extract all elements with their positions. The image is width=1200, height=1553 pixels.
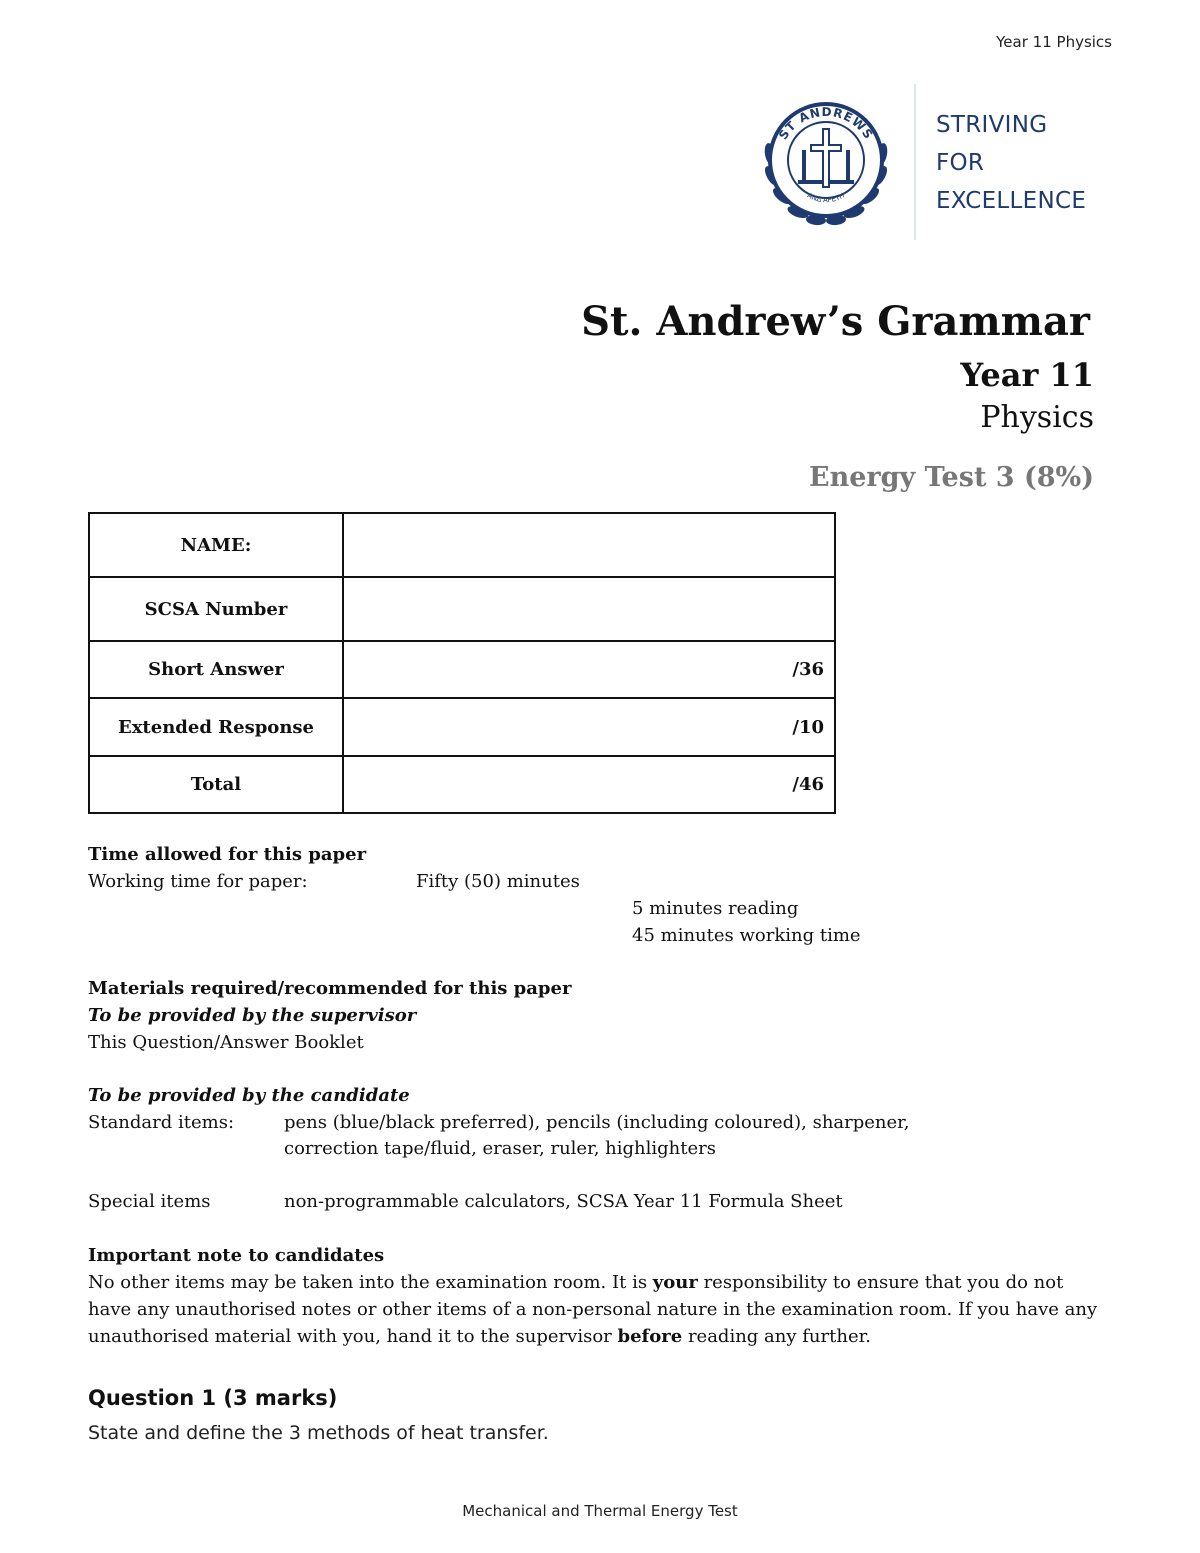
motto-line: STRIVING [936,112,1048,138]
student-info-table [88,512,836,814]
note-body [88,1269,1108,1350]
working-time-value: Fifty (50) minutes [416,871,580,892]
table-row [89,641,835,698]
subject-name: Physics [980,400,1094,435]
scsa-number-field[interactable] [343,577,835,641]
name-field[interactable] [343,513,835,577]
logo-divider [914,84,916,240]
svg-text:ST ANDREWS: ST ANDREWS [775,104,877,143]
supervisor-heading: To be provided by the supervisor [88,1005,417,1026]
question-1-body: State and define the 3 methods of heat transfer. [88,1422,549,1444]
note-text: No other items may be taken into the examination room. It is [88,1272,653,1293]
standard-items-line: correction tape/fluid, eraser, ruler, highlighters [284,1138,716,1159]
test-name: Energy Test 3 (8%) [808,462,1094,493]
note-text: responsibility to ensure that you do not have any unauthorised notes or other items of a non-personal nature in the examination room. If you have any unauthorised material with you, hand it to the supervisor [88,1272,1098,1347]
candidate-heading: To be provided by the candidate [88,1085,410,1106]
table-row [89,577,835,641]
working-time-label: Working time for paper: [88,871,308,892]
supervisor-item: This Question/Answer Booklet [88,1032,364,1053]
materials-heading: Materials required/recommended for this paper [88,978,572,999]
school-crest-icon [758,94,894,230]
motto-line: FOR [936,150,985,176]
working-time-detail: 45 minutes working time [632,925,861,946]
row-label: NAME: [89,513,343,577]
special-items-value: non-programmable calculators, SCSA Year 11 Formula Sheet [284,1191,843,1212]
row-label: SCSA Number [89,577,343,641]
note-heading: Important note to candidates [88,1245,385,1266]
row-label: Total [89,756,343,813]
school-logo [758,84,1098,240]
page-footer: Mechanical and Thermal Energy Test [462,1502,738,1520]
standard-items-line: pens (blue/black preferred), pencils (including coloured), sharpener, [284,1112,910,1133]
question-1-title: Question 1 (3 marks) [88,1386,338,1410]
extended-response-score: /10 [343,698,835,756]
standard-items-label: Standard items: [88,1112,235,1133]
school-name: St. Andrew’s Grammar [581,298,1090,345]
page-header: Year 11 Physics [996,33,1112,51]
row-label: Short Answer [89,641,343,698]
total-score: /46 [343,756,835,813]
year-level: Year 11 [960,356,1094,394]
table-row [89,513,835,577]
svg-text:ΑΝΔ ΑΡΕΤΗ: ΑΝΔ ΑΡΕΤΗ [805,191,847,205]
reading-time: 5 minutes reading [632,898,799,919]
note-emphasis: before [617,1326,683,1347]
school-motto [936,106,1086,220]
table-row [89,698,835,756]
note-text: reading any further. [682,1326,871,1347]
row-label: Extended Response [89,698,343,756]
time-heading: Time allowed for this paper [88,844,367,865]
note-emphasis: your [652,1272,698,1293]
special-items-label: Special items [88,1191,211,1212]
short-answer-score: /36 [343,641,835,698]
table-row [89,756,835,813]
motto-line: EXCELLENCE [936,188,1087,214]
